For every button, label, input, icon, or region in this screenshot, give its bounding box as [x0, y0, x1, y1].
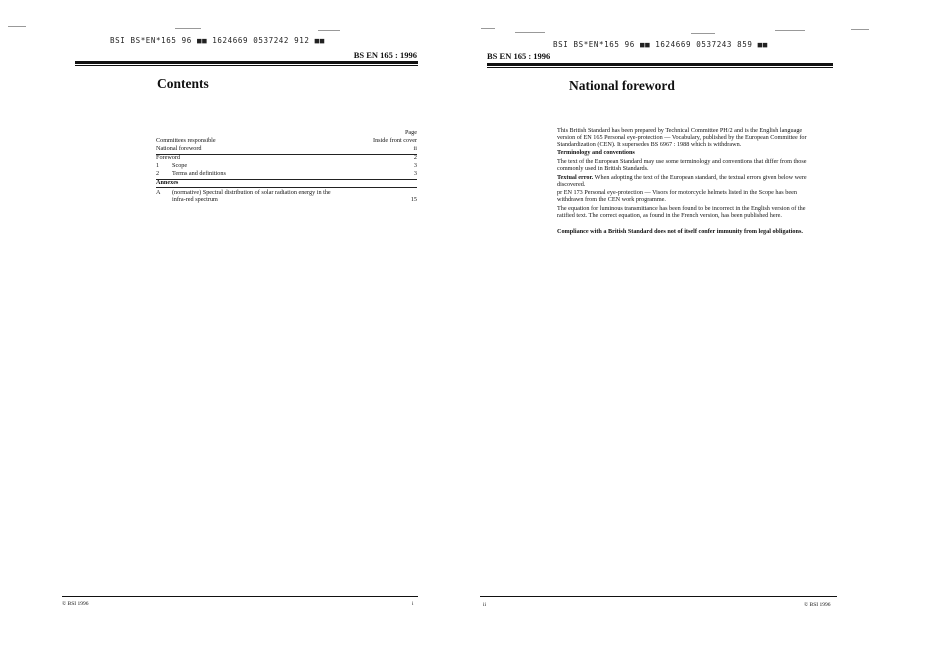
- page-title: National foreword: [569, 78, 675, 93]
- scan-mark: [775, 30, 805, 31]
- scan-mark: [318, 30, 340, 31]
- footer-copyright: © BSI 1996: [62, 601, 89, 607]
- section-heading: Terminology and conventions: [557, 149, 635, 157]
- header-rule: [487, 63, 833, 66]
- paragraph: The equation for luminous transmittance has been found to be incorrect in the English version of the ratified text. The correct equation, as found in the French version, has been published here.: [557, 204, 806, 219]
- scan-mark: [8, 26, 26, 27]
- footer-page-number: i: [412, 601, 414, 607]
- header-rule: [75, 61, 418, 64]
- scan-mark: [175, 28, 201, 29]
- scan-mark: [851, 29, 869, 30]
- standard-number-header: BS EN 165 : 1996: [353, 50, 417, 60]
- footer-page-number: ii: [483, 602, 487, 608]
- footer-copyright: © BSI 1996: [804, 602, 831, 608]
- paragraph: The text of the European Standard may use some terminology and conventions that differ from those commonly used in British Standards.: [557, 158, 807, 172]
- barcode-header: BSI BS*EN*165 96 ■■ 1624669 0537243 859 ■■: [553, 40, 768, 49]
- divider: [156, 179, 417, 180]
- scan-mark: [515, 32, 545, 33]
- scan-mark: [481, 28, 495, 29]
- compliance-statement: Compliance with a British Standard does not of itself confer immunity from legal obligations.: [557, 227, 803, 235]
- header-rule-thin: [75, 65, 418, 66]
- divider: [156, 187, 417, 188]
- footer-rule: [480, 596, 837, 597]
- divider: [156, 154, 417, 155]
- scan-mark: [691, 33, 715, 34]
- right-page: [475, 0, 950, 672]
- footer-rule: [62, 596, 418, 597]
- inline-heading: Textual error.: [557, 173, 594, 181]
- contents-table: Page Committees responsible Inside front cover National foreword ii Foreword 2 1 Scope 3 2 Terms and definitions 3 Annexes A (normative) Spectral distribution of solar radiation energy in the infra-red spectrum 15: [156, 129, 417, 203]
- foreword-body: [557, 128, 819, 235]
- barcode-header: BSI BS*EN*165 96 ■■ 1624669 0537242 912 ■■: [110, 36, 325, 45]
- paragraph-text: When adopting the text of the European standard, the textual errors given below were discovered.: [557, 173, 807, 188]
- header-rule-thin: [487, 67, 833, 68]
- paragraph: This British Standard has been prepared by Technical Committee PH/2 and is the English language version of EN 165 Personal eye-protection — Vocabulary, published by the European Committee for Standardization (CEN). It supersedes BS 6967 : 1988 which is withdrawn.: [557, 127, 807, 148]
- standard-number-header: BS EN 165 : 1996: [487, 51, 551, 61]
- paragraph: pr EN 173 Personal eye-protection — Visors for motorcycle helmets listed in the Scope has been withdrawn from the CEN work programme.: [557, 189, 797, 204]
- paragraph: [557, 175, 819, 189]
- page-title: Contents: [157, 76, 209, 91]
